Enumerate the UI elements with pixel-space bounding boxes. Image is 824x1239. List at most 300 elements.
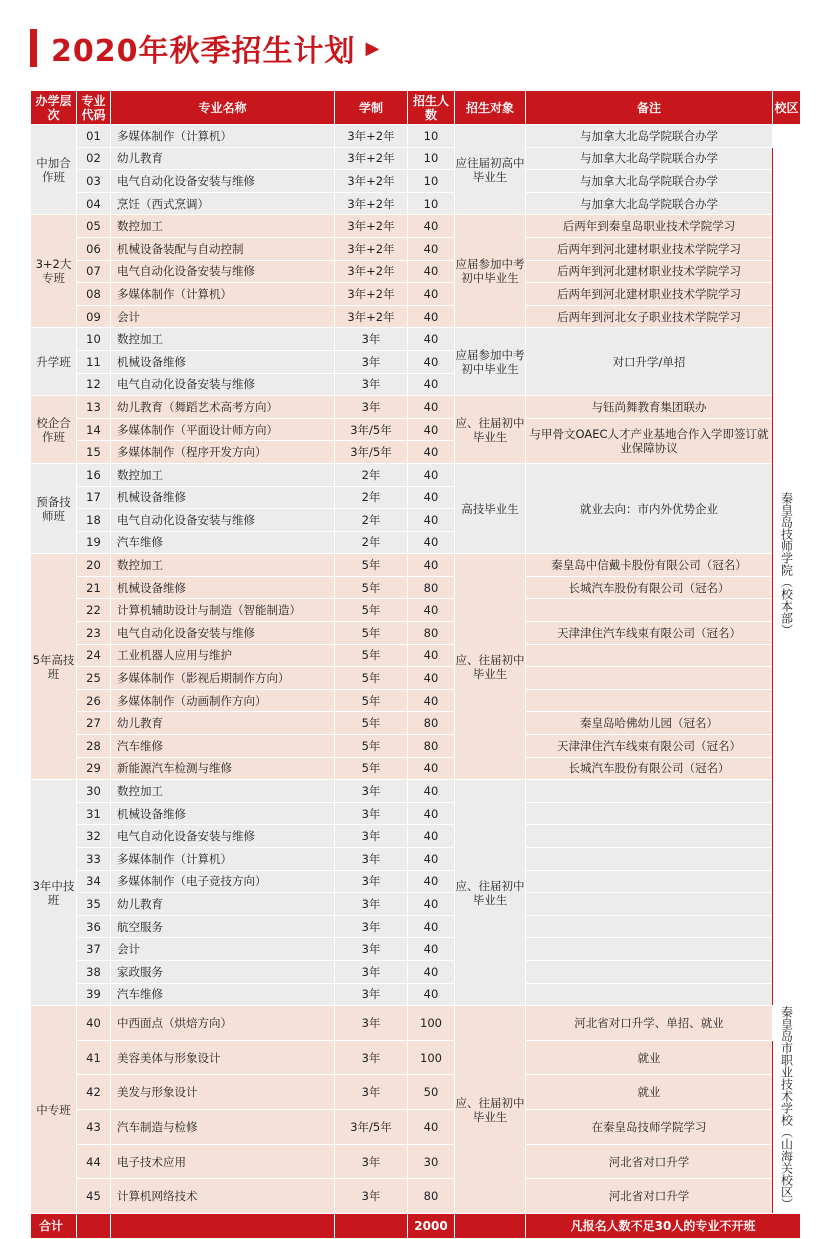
remark-cell: 秦皇岛哈佛幼儿园（冠名） [526, 712, 773, 735]
table-row [31, 712, 801, 735]
duration-cell: 3年+2年 [335, 237, 408, 260]
header-remark: 备注 [526, 91, 773, 125]
code-cell: 24 [77, 644, 111, 667]
name-cell: 会计 [111, 938, 335, 961]
remark-cell: 与加拿大北岛学院联合办学 [526, 125, 773, 148]
code-cell: 11 [77, 350, 111, 373]
count-cell: 40 [408, 802, 455, 825]
table-row [31, 305, 801, 328]
remark-cell: 后两年到河北建材职业技术学院学习 [526, 237, 773, 260]
count-cell: 40 [408, 780, 455, 803]
count-cell: 10 [408, 147, 455, 170]
name-cell: 多媒体制作（计算机） [111, 283, 335, 306]
name-cell: 电子技术应用 [111, 1144, 335, 1179]
code-cell: 05 [77, 215, 111, 238]
name-cell: 电气自动化设备安装与维修 [111, 260, 335, 283]
remark-cell: 就业去向：市内外优势企业 [526, 463, 773, 553]
name-cell: 汽车维修 [111, 531, 335, 554]
remark-cell [526, 644, 773, 667]
count-cell: 80 [408, 712, 455, 735]
name-cell: 多媒体制作（计算机） [111, 848, 335, 871]
table-row [31, 147, 801, 170]
name-cell: 多媒体制作（影视后期制作方向） [111, 667, 335, 690]
name-cell: 幼儿教育 [111, 712, 335, 735]
table-body [31, 125, 801, 1214]
remark-cell [526, 825, 773, 848]
code-cell: 29 [77, 757, 111, 780]
table-row [31, 870, 801, 893]
table-row [31, 192, 801, 215]
duration-cell: 2年 [335, 531, 408, 554]
code-cell: 09 [77, 305, 111, 328]
name-cell: 多媒体制作（动画制作方向） [111, 689, 335, 712]
code-cell: 21 [77, 576, 111, 599]
table-row [31, 170, 801, 193]
duration-cell: 2年 [335, 509, 408, 532]
total-row [31, 1214, 801, 1239]
table-row [31, 1179, 801, 1214]
name-cell: 机械设备维修 [111, 802, 335, 825]
code-cell: 28 [77, 735, 111, 758]
duration-cell: 2年 [335, 463, 408, 486]
level-cell: 预备技师班 [31, 463, 77, 553]
total-empty [455, 1214, 526, 1239]
count-cell: 40 [408, 531, 455, 554]
duration-cell: 3年 [335, 893, 408, 916]
duration-cell: 3年 [335, 848, 408, 871]
level-cell: 3年中技班 [31, 780, 77, 1006]
code-cell: 34 [77, 870, 111, 893]
code-cell: 06 [77, 237, 111, 260]
name-cell: 中西面点（烘焙方向） [111, 1006, 335, 1041]
duration-cell: 5年 [335, 576, 408, 599]
count-cell: 40 [408, 848, 455, 871]
name-cell: 数控加工 [111, 463, 335, 486]
total-label: 合计 [31, 1214, 77, 1239]
name-cell: 幼儿教育（舞蹈艺术高考方向） [111, 396, 335, 419]
count-cell: 40 [408, 893, 455, 916]
duration-cell: 5年 [335, 712, 408, 735]
code-cell: 17 [77, 486, 111, 509]
table-row [31, 644, 801, 667]
duration-cell: 2年 [335, 486, 408, 509]
target-cell: 应、往届初中毕业生 [455, 554, 526, 780]
code-cell: 01 [77, 125, 111, 148]
count-cell: 10 [408, 170, 455, 193]
name-cell: 电气自动化设备安装与维修 [111, 622, 335, 645]
table-row [31, 328, 801, 351]
count-cell: 40 [408, 260, 455, 283]
duration-cell: 5年 [335, 735, 408, 758]
page-header [30, 28, 379, 68]
remark-cell [526, 848, 773, 871]
name-cell: 多媒体制作（平面设计师方向） [111, 418, 335, 441]
duration-cell: 3年+2年 [335, 260, 408, 283]
duration-cell: 3年+2年 [335, 192, 408, 215]
name-cell: 多媒体制作（电子竞技方向） [111, 870, 335, 893]
level-cell: 校企合作班 [31, 396, 77, 464]
count-cell: 40 [408, 215, 455, 238]
code-cell: 02 [77, 147, 111, 170]
duration-cell: 3年 [335, 1075, 408, 1110]
duration-cell: 3年 [335, 373, 408, 396]
name-cell: 新能源汽车检测与维修 [111, 757, 335, 780]
header-count: 招生人数 [408, 91, 455, 125]
table-row [31, 125, 801, 148]
duration-cell: 3年+2年 [335, 283, 408, 306]
table-row [31, 576, 801, 599]
duration-cell: 3年 [335, 938, 408, 961]
target-cell: 高技毕业生 [455, 463, 526, 553]
duration-cell: 3年 [335, 802, 408, 825]
duration-cell: 3年 [335, 1144, 408, 1179]
count-cell: 10 [408, 125, 455, 148]
count-cell: 40 [408, 870, 455, 893]
table-row [31, 1110, 801, 1145]
count-cell: 40 [408, 938, 455, 961]
name-cell: 汽车制造与检修 [111, 1110, 335, 1145]
name-cell: 机械设备维修 [111, 486, 335, 509]
name-cell: 汽车维修 [111, 735, 335, 758]
code-cell: 40 [77, 1006, 111, 1041]
remark-cell: 与钰尚舞教育集团联办 [526, 396, 773, 419]
campus-cell-main [773, 125, 801, 1006]
name-cell: 烹饪（西式烹调） [111, 192, 335, 215]
count-cell: 40 [408, 757, 455, 780]
table-row [31, 689, 801, 712]
name-cell: 数控加工 [111, 780, 335, 803]
duration-cell: 5年 [335, 667, 408, 690]
count-cell: 40 [408, 667, 455, 690]
table-row [31, 780, 801, 803]
remark-cell: 长城汽车股份有限公司（冠名） [526, 576, 773, 599]
count-cell: 40 [408, 463, 455, 486]
code-cell: 10 [77, 328, 111, 351]
code-cell: 23 [77, 622, 111, 645]
table-row [31, 622, 801, 645]
remark-cell [526, 667, 773, 690]
remark-cell: 与加拿大北岛学院联合办学 [526, 147, 773, 170]
count-cell: 40 [408, 509, 455, 532]
count-cell: 40 [408, 305, 455, 328]
target-cell: 应、往届初中毕业生 [455, 396, 526, 464]
remark-cell [526, 870, 773, 893]
count-cell: 40 [408, 825, 455, 848]
code-cell: 26 [77, 689, 111, 712]
code-cell: 20 [77, 554, 111, 577]
title-accent-bar [30, 29, 37, 67]
campus-main-label: 秦皇岛技师学院（校本部） [779, 491, 794, 636]
name-cell: 计算机网络技术 [111, 1179, 335, 1214]
duration-cell: 3年 [335, 825, 408, 848]
remark-cell: 后两年到河北建材职业技术学院学习 [526, 283, 773, 306]
code-cell: 19 [77, 531, 111, 554]
table-row [31, 283, 801, 306]
count-cell: 100 [408, 1040, 455, 1075]
total-empty [77, 1214, 111, 1239]
code-cell: 22 [77, 599, 111, 622]
target-cell: 应届参加中考初中毕业生 [455, 215, 526, 328]
duration-cell: 3年+2年 [335, 305, 408, 328]
count-cell: 40 [408, 328, 455, 351]
name-cell: 电气自动化设备安装与维修 [111, 170, 335, 193]
level-cell: 5年高技班 [31, 554, 77, 780]
remark-cell: 与甲骨文OAEC人才产业基地合作入学即签订就业保障协议 [526, 418, 773, 463]
count-cell: 40 [408, 554, 455, 577]
table-row [31, 893, 801, 916]
duration-cell: 3年/5年 [335, 418, 408, 441]
table-row [31, 915, 801, 938]
level-cell: 升学班 [31, 328, 77, 396]
remark-cell: 就业 [526, 1075, 773, 1110]
name-cell: 会计 [111, 305, 335, 328]
name-cell: 幼儿教育 [111, 147, 335, 170]
duration-cell: 5年 [335, 644, 408, 667]
code-cell: 33 [77, 848, 111, 871]
table-header-row [31, 91, 801, 125]
duration-cell: 3年 [335, 780, 408, 803]
name-cell: 机械设备维修 [111, 350, 335, 373]
name-cell: 汽车维修 [111, 983, 335, 1006]
table-row [31, 1144, 801, 1179]
code-cell: 36 [77, 915, 111, 938]
header-target: 招生对象 [455, 91, 526, 125]
table-row [31, 1006, 801, 1041]
count-cell: 40 [408, 644, 455, 667]
remark-cell [526, 983, 773, 1006]
duration-cell: 3年 [335, 350, 408, 373]
total-note: 凡报名人数不足30人的专业不开班 [526, 1214, 801, 1239]
table-row [31, 215, 801, 238]
header-campus: 校区 [773, 91, 801, 125]
duration-cell: 3年 [335, 328, 408, 351]
table-row [31, 960, 801, 983]
name-cell: 电气自动化设备安装与维修 [111, 373, 335, 396]
code-cell: 38 [77, 960, 111, 983]
duration-cell: 3年 [335, 396, 408, 419]
table-row [31, 1040, 801, 1075]
count-cell: 40 [408, 396, 455, 419]
table-row [31, 418, 801, 441]
header-level: 办学层次 [31, 91, 77, 125]
remark-cell [526, 960, 773, 983]
code-cell: 07 [77, 260, 111, 283]
count-cell: 10 [408, 192, 455, 215]
code-cell: 39 [77, 983, 111, 1006]
duration-cell: 3年+2年 [335, 170, 408, 193]
count-cell: 80 [408, 622, 455, 645]
name-cell: 工业机器人应用与维护 [111, 644, 335, 667]
count-cell: 100 [408, 1006, 455, 1041]
name-cell: 计算机辅助设计与制造（智能制造） [111, 599, 335, 622]
name-cell: 美发与形象设计 [111, 1075, 335, 1110]
name-cell: 航空服务 [111, 915, 335, 938]
duration-cell: 3年 [335, 915, 408, 938]
duration-cell: 3年 [335, 983, 408, 1006]
remark-cell [526, 893, 773, 916]
campus-shanhaiguan-label: 秦皇岛市职业技术学校（山海关校区） [779, 1006, 794, 1211]
remark-cell [526, 915, 773, 938]
remark-cell: 秦皇岛中信戴卡股份有限公司（冠名） [526, 554, 773, 577]
remark-cell [526, 780, 773, 803]
header-code: 专业代码 [77, 91, 111, 125]
duration-cell: 3年+2年 [335, 125, 408, 148]
duration-cell: 3年 [335, 1040, 408, 1075]
table-row [31, 735, 801, 758]
count-cell: 80 [408, 1179, 455, 1214]
code-cell: 43 [77, 1110, 111, 1145]
remark-cell: 天津津住汽车线束有限公司（冠名） [526, 735, 773, 758]
table-row [31, 825, 801, 848]
code-cell: 12 [77, 373, 111, 396]
duration-cell: 5年 [335, 622, 408, 645]
remark-cell: 在秦皇岛技师学院学习 [526, 1110, 773, 1145]
level-cell: 中专班 [31, 1006, 77, 1214]
count-cell: 40 [408, 983, 455, 1006]
table-row [31, 1075, 801, 1110]
table-row [31, 599, 801, 622]
code-cell: 45 [77, 1179, 111, 1214]
name-cell: 数控加工 [111, 554, 335, 577]
remark-cell: 河北省对口升学 [526, 1179, 773, 1214]
arrow-icon: ▶ [365, 37, 380, 59]
duration-cell: 5年 [335, 599, 408, 622]
code-cell: 08 [77, 283, 111, 306]
count-cell: 40 [408, 960, 455, 983]
table-row [31, 554, 801, 577]
code-cell: 44 [77, 1144, 111, 1179]
code-cell: 30 [77, 780, 111, 803]
code-cell: 14 [77, 418, 111, 441]
duration-cell: 3年 [335, 1179, 408, 1214]
remark-cell: 后两年到河北女子职业技术学院学习 [526, 305, 773, 328]
duration-cell: 3年 [335, 870, 408, 893]
table-row [31, 463, 801, 486]
code-cell: 37 [77, 938, 111, 961]
count-cell: 50 [408, 1075, 455, 1110]
duration-cell: 5年 [335, 689, 408, 712]
remark-cell: 后两年到河北建材职业技术学院学习 [526, 260, 773, 283]
count-cell: 40 [408, 418, 455, 441]
table-row [31, 848, 801, 871]
header-duration: 学制 [335, 91, 408, 125]
name-cell: 家政服务 [111, 960, 335, 983]
table-row [31, 667, 801, 690]
target-cell: 应、往届初中毕业生 [455, 1006, 526, 1214]
duration-cell: 3年/5年 [335, 1110, 408, 1145]
remark-cell: 河北省对口升学 [526, 1144, 773, 1179]
remark-cell: 后两年到秦皇岛职业技术学院学习 [526, 215, 773, 238]
code-cell: 25 [77, 667, 111, 690]
duration-cell: 3年 [335, 1006, 408, 1041]
table-row [31, 938, 801, 961]
duration-cell: 5年 [335, 554, 408, 577]
name-cell: 电气自动化设备安装与维修 [111, 825, 335, 848]
duration-cell: 3年 [335, 960, 408, 983]
remark-cell: 对口升学/单招 [526, 328, 773, 396]
code-cell: 41 [77, 1040, 111, 1075]
code-cell: 27 [77, 712, 111, 735]
code-cell: 32 [77, 825, 111, 848]
table-row [31, 260, 801, 283]
duration-cell: 3年+2年 [335, 215, 408, 238]
table-row [31, 802, 801, 825]
page-title: 2020年秋季招生计划 [51, 34, 356, 69]
level-cell: 3+2大专班 [31, 215, 77, 328]
code-cell: 16 [77, 463, 111, 486]
name-cell: 多媒体制作（程序开发方向） [111, 441, 335, 464]
code-cell: 15 [77, 441, 111, 464]
duration-cell: 5年 [335, 757, 408, 780]
name-cell: 多媒体制作（计算机） [111, 125, 335, 148]
table-row [31, 983, 801, 1006]
header-name: 专业名称 [111, 91, 335, 125]
count-cell: 40 [408, 373, 455, 396]
count-cell: 40 [408, 441, 455, 464]
count-cell: 40 [408, 689, 455, 712]
count-cell: 40 [408, 599, 455, 622]
count-cell: 40 [408, 237, 455, 260]
count-cell: 80 [408, 576, 455, 599]
count-cell: 40 [408, 486, 455, 509]
target-cell: 应届参加中考初中毕业生 [455, 328, 526, 396]
code-cell: 03 [77, 170, 111, 193]
remark-cell [526, 689, 773, 712]
enrollment-table [30, 90, 801, 1239]
table-row [31, 237, 801, 260]
count-cell: 80 [408, 735, 455, 758]
level-cell: 中加合作班 [31, 125, 77, 215]
remark-cell [526, 599, 773, 622]
name-cell: 数控加工 [111, 215, 335, 238]
remark-cell: 河北省对口升学、单招、就业 [526, 1006, 773, 1041]
target-cell: 应往届初高中毕业生 [455, 125, 526, 215]
code-cell: 42 [77, 1075, 111, 1110]
name-cell: 数控加工 [111, 328, 335, 351]
duration-cell: 3年/5年 [335, 441, 408, 464]
remark-cell: 与加拿大北岛学院联合办学 [526, 192, 773, 215]
count-cell: 30 [408, 1144, 455, 1179]
code-cell: 35 [77, 893, 111, 916]
code-cell: 04 [77, 192, 111, 215]
code-cell: 31 [77, 802, 111, 825]
duration-cell: 3年+2年 [335, 147, 408, 170]
remark-cell: 与加拿大北岛学院联合办学 [526, 170, 773, 193]
remark-cell: 天津津住汽车线束有限公司（冠名） [526, 622, 773, 645]
name-cell: 机械设备装配与自动控制 [111, 237, 335, 260]
name-cell: 美容美体与形象设计 [111, 1040, 335, 1075]
table-row [31, 396, 801, 419]
remark-cell [526, 938, 773, 961]
count-cell: 40 [408, 915, 455, 938]
count-cell: 40 [408, 1110, 455, 1145]
total-count: 2000 [408, 1214, 455, 1239]
name-cell: 电气自动化设备安装与维修 [111, 509, 335, 532]
total-empty [111, 1214, 335, 1239]
name-cell: 机械设备维修 [111, 576, 335, 599]
code-cell: 18 [77, 509, 111, 532]
code-cell: 13 [77, 396, 111, 419]
total-empty [335, 1214, 408, 1239]
campus-cell-shanhaiguan [773, 1006, 801, 1214]
remark-cell [526, 802, 773, 825]
count-cell: 40 [408, 350, 455, 373]
count-cell: 40 [408, 283, 455, 306]
remark-cell: 长城汽车股份有限公司（冠名） [526, 757, 773, 780]
name-cell: 幼儿教育 [111, 893, 335, 916]
target-cell: 应、往届初中毕业生 [455, 780, 526, 1006]
table-row [31, 757, 801, 780]
